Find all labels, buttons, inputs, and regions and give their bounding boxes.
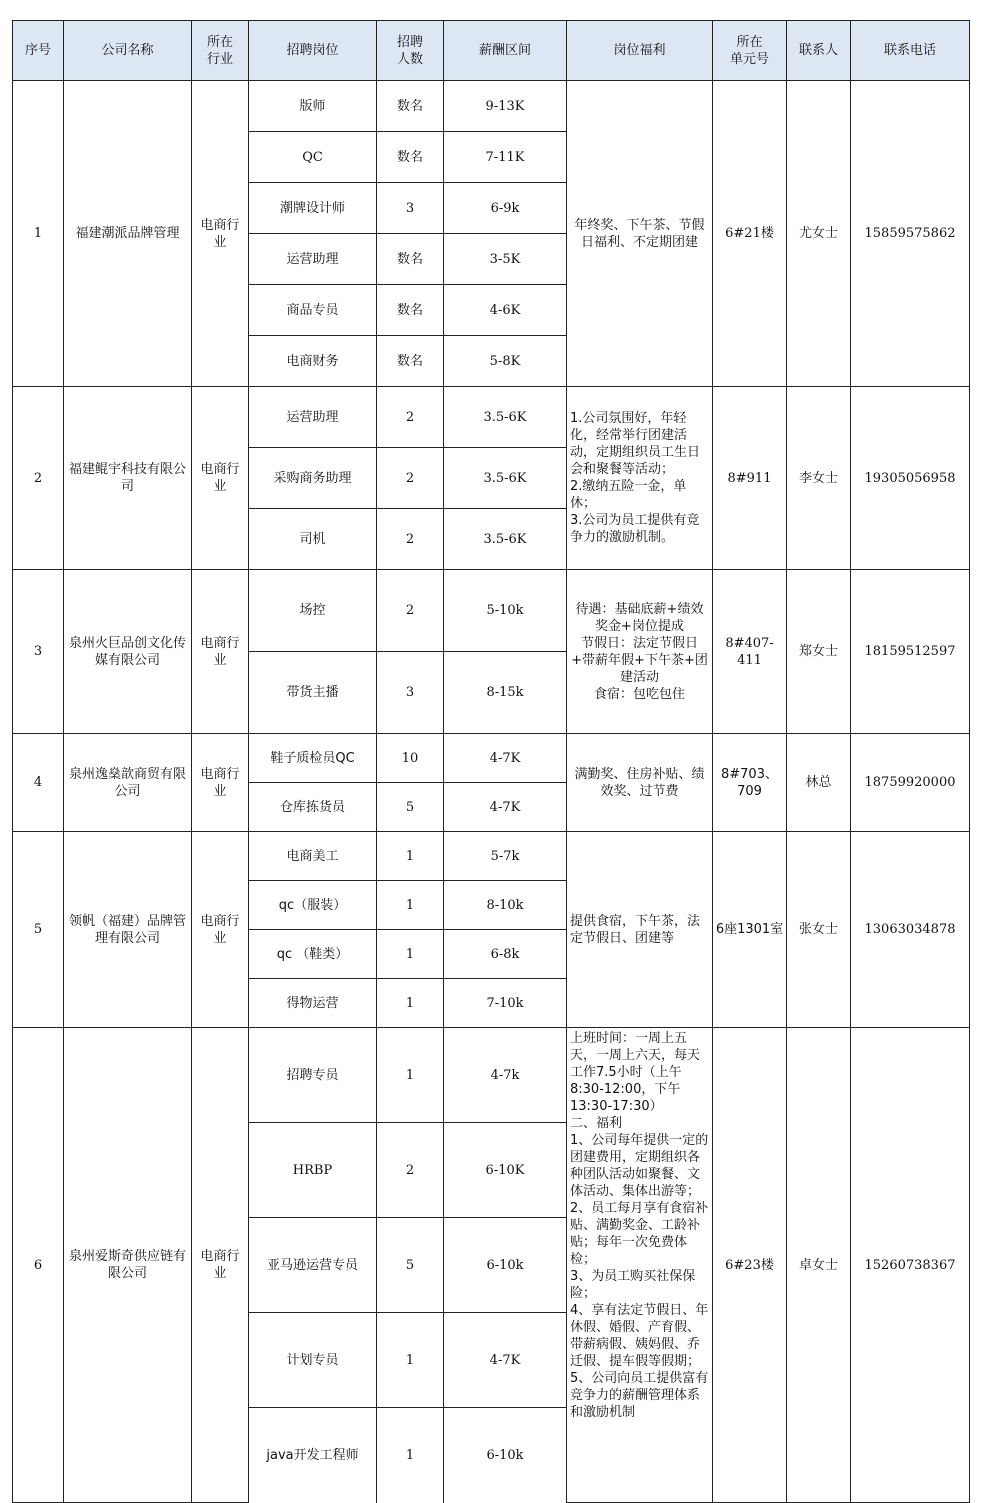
job-count: 2	[377, 448, 444, 509]
job-title: 带货主播	[249, 652, 377, 734]
job-title: qc（服装）	[249, 881, 377, 930]
job-title: 运营助理	[249, 234, 377, 285]
job-count: 1	[377, 930, 444, 979]
company-name: 领帆（福建）品牌管理有限公司	[64, 832, 192, 1028]
job-salary: 9-13K	[444, 81, 567, 132]
contact-person: 尤女士	[787, 81, 851, 387]
job-title: 鞋子质检员QC	[249, 734, 377, 783]
table-row	[13, 734, 970, 783]
contact-person: 郑女士	[787, 570, 851, 734]
job-count: 1	[377, 881, 444, 930]
job-salary: 8-10k	[444, 881, 567, 930]
job-title: HRBP	[249, 1123, 377, 1218]
job-salary: 3.5-6K	[444, 509, 567, 570]
job-salary: 7-11K	[444, 132, 567, 183]
contact-phone: 15260738367	[851, 1028, 970, 1503]
contact-person: 卓女士	[787, 1028, 851, 1503]
job-count: 3	[377, 183, 444, 234]
job-salary: 6-10K	[444, 1123, 567, 1218]
job-count: 1	[377, 832, 444, 881]
job-count: 3	[377, 652, 444, 734]
job-title: 司机	[249, 509, 377, 570]
job-salary: 5-8K	[444, 336, 567, 387]
job-salary: 5-10k	[444, 570, 567, 652]
table-row	[13, 387, 970, 448]
company-name: 泉州逸燊歆商贸有限公司	[64, 734, 192, 832]
job-salary: 3.5-6K	[444, 387, 567, 448]
benefits: 1.公司氛围好，年轻化，经常举行团建活动，定期组织员工生日会和聚餐等活动； 2.缴纳五险一金，单休； 3.公司为员工提供有竞争力的激励机制。	[567, 387, 713, 570]
job-count: 1	[377, 1028, 444, 1123]
job-count: 2	[377, 570, 444, 652]
job-title: 运营助理	[249, 387, 377, 448]
job-count: 1	[377, 979, 444, 1028]
job-count: 1	[377, 1408, 444, 1503]
job-title: 商品专员	[249, 285, 377, 336]
job-salary: 4-7K	[444, 783, 567, 832]
company-name: 福建潮派品牌管理	[64, 81, 192, 387]
benefits: 待遇：基础底薪+绩效奖金+岗位提成 节假日：法定节假日+带薪年假+下午茶+团建活动 食宿：包吃包住	[567, 570, 713, 734]
job-count: 数名	[377, 234, 444, 285]
industry: 电商行业	[192, 387, 249, 570]
industry: 电商行业	[192, 832, 249, 1028]
benefits: 满勤奖、住房补贴、绩效奖、过节费	[567, 734, 713, 832]
unit-number: 6#21楼	[713, 81, 787, 387]
unit-number: 8#911	[713, 387, 787, 570]
col-header-company: 公司名称	[64, 21, 192, 81]
job-count: 10	[377, 734, 444, 783]
job-count: 1	[377, 1313, 444, 1408]
contact-phone: 18159512597	[851, 570, 970, 734]
job-title: qc （鞋类）	[249, 930, 377, 979]
job-salary: 6-9k	[444, 183, 567, 234]
contact-phone: 15859575862	[851, 81, 970, 387]
col-header-industry: 所在 行业	[192, 21, 249, 81]
job-title: 仓库拣货员	[249, 783, 377, 832]
job-title: 采购商务助理	[249, 448, 377, 509]
contact-person: 张女士	[787, 832, 851, 1028]
benefits: 年终奖、下午茶、节假日福利、不定期团建	[567, 81, 713, 387]
unit-number: 6座1301室	[713, 832, 787, 1028]
company-name: 泉州火巨品创文化传媒有限公司	[64, 570, 192, 734]
row-number: 1	[13, 81, 64, 387]
job-salary: 7-10k	[444, 979, 567, 1028]
job-count: 数名	[377, 285, 444, 336]
contact-phone: 13063034878	[851, 832, 970, 1028]
job-title: 场控	[249, 570, 377, 652]
job-salary: 5-7k	[444, 832, 567, 881]
contact-person: 林总	[787, 734, 851, 832]
col-header-phone: 联系电话	[851, 21, 970, 81]
col-header-salary: 薪酬区间	[444, 21, 567, 81]
col-header-position: 招聘岗位	[249, 21, 377, 81]
job-title: 得物运营	[249, 979, 377, 1028]
job-salary: 4-7K	[444, 1313, 567, 1408]
job-title: 潮牌设计师	[249, 183, 377, 234]
job-title: 版师	[249, 81, 377, 132]
row-number: 4	[13, 734, 64, 832]
job-title: 计划专员	[249, 1313, 377, 1408]
job-count: 2	[377, 509, 444, 570]
company-name: 泉州爱斯奇供应链有限公司	[64, 1028, 192, 1503]
job-title: 亚马逊运营专员	[249, 1218, 377, 1313]
contact-phone: 18759920000	[851, 734, 970, 832]
industry: 电商行业	[192, 1028, 249, 1503]
company-name: 福建鲲宇科技有限公司	[64, 387, 192, 570]
row-number: 5	[13, 832, 64, 1028]
row-number: 2	[13, 387, 64, 570]
job-count: 2	[377, 1123, 444, 1218]
job-count: 2	[377, 387, 444, 448]
job-count: 5	[377, 783, 444, 832]
job-count: 数名	[377, 132, 444, 183]
industry: 电商行业	[192, 570, 249, 734]
contact-phone: 19305056958	[851, 387, 970, 570]
job-count: 5	[377, 1218, 444, 1313]
col-header-unit: 所在 单元号	[713, 21, 787, 81]
job-title: java开发工程师	[249, 1408, 377, 1503]
job-count: 数名	[377, 81, 444, 132]
contact-person: 李女士	[787, 387, 851, 570]
job-salary: 6-10k	[444, 1218, 567, 1313]
table-row	[13, 81, 970, 132]
industry: 电商行业	[192, 734, 249, 832]
job-title: 电商财务	[249, 336, 377, 387]
industry: 电商行业	[192, 81, 249, 387]
row-number: 3	[13, 570, 64, 734]
col-header-no: 序号	[13, 21, 64, 81]
job-title: 电商美工	[249, 832, 377, 881]
job-salary: 6-10k	[444, 1408, 567, 1503]
unit-number: 6#23楼	[713, 1028, 787, 1503]
job-title: QC	[249, 132, 377, 183]
unit-number: 8#703、709	[713, 734, 787, 832]
benefits: 提供食宿，下午茶，法定节假日、团建等	[567, 832, 713, 1028]
job-salary: 4-6K	[444, 285, 567, 336]
unit-number: 8#407-411	[713, 570, 787, 734]
benefits: 上班时间：一周上五天，一周上六天，每天工作7.5小时（上午8:30-12:00，下午13:30-17:30） 二、福利 1、公司每年提供一定的团建费用，定期组织各种团队活动如聚餐、文体活动、集体出游等； 2、员工每月享有食宿补贴、满勤奖金、工龄补贴；每年一次免费体检； 3、为员工购买社保保险； 4、享有法定节假日、年休假、婚假、产育假、带薪病假、姨妈假、乔迁假、提车假等假期； 5、公司向员工提供富有竞争力的薪酬管理体系和激励机制	[567, 1028, 713, 1503]
col-header-contact: 联系人	[787, 21, 851, 81]
table-row	[13, 570, 970, 652]
col-header-headcount: 招聘 人数	[377, 21, 444, 81]
job-salary: 3.5-6K	[444, 448, 567, 509]
job-salary: 4-7k	[444, 1028, 567, 1123]
job-salary: 4-7K	[444, 734, 567, 783]
recruitment-table	[12, 20, 970, 1503]
job-salary: 6-8k	[444, 930, 567, 979]
job-salary: 3-5K	[444, 234, 567, 285]
header-row	[13, 21, 970, 81]
table-row	[13, 832, 970, 881]
job-title: 招聘专员	[249, 1028, 377, 1123]
job-salary: 8-15k	[444, 652, 567, 734]
table-row	[13, 1028, 970, 1123]
job-count: 数名	[377, 336, 444, 387]
col-header-benefits: 岗位福利	[567, 21, 713, 81]
row-number: 6	[13, 1028, 64, 1503]
